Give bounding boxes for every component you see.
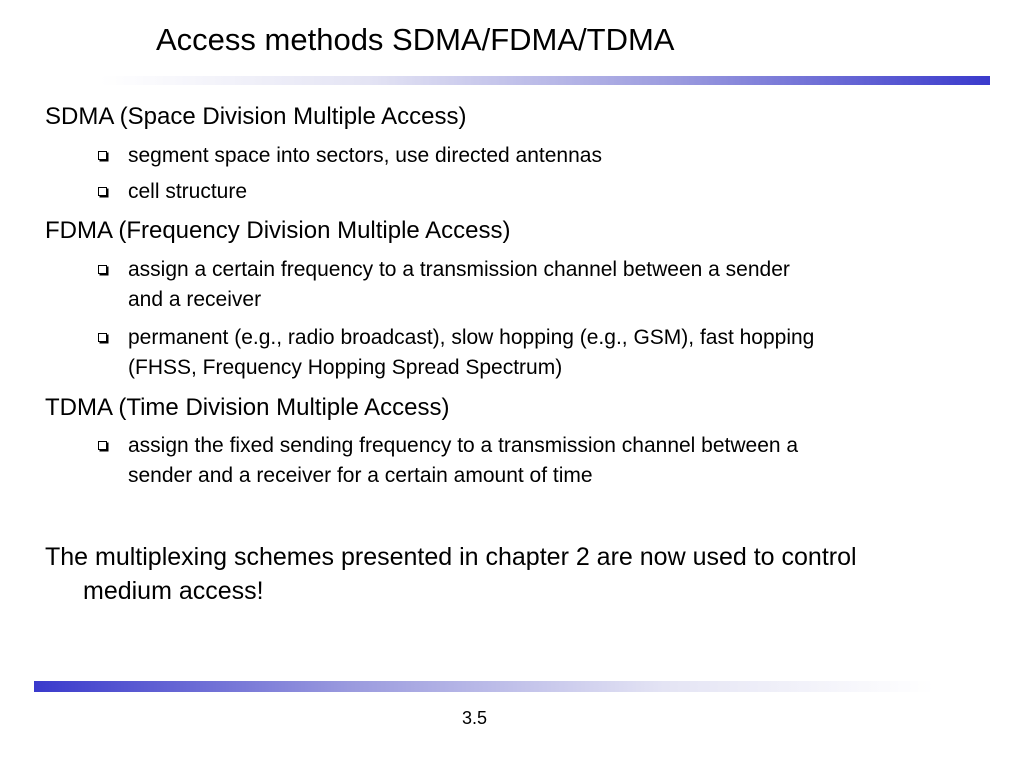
bullet-text-line-2: sender and a receiver for a certain amount of time xyxy=(128,464,593,487)
fdma-bullet-2 xyxy=(128,323,978,383)
footer-divider xyxy=(34,681,934,692)
bullet-text-line-2: (FHSS, Frequency Hopping Spread Spectrum) xyxy=(128,356,563,379)
bullet-text-line-1: assign a certain frequency to a transmission channel between a sender xyxy=(128,258,790,281)
square-bullet-icon xyxy=(98,333,107,342)
bullet-text-line-1: assign the fixed sending frequency to a transmission channel between a xyxy=(128,434,799,457)
bullet-text: cell structure xyxy=(128,180,248,203)
square-bullet-icon xyxy=(98,151,107,160)
bullet-text-line-2: and a receiver xyxy=(128,288,262,311)
fdma-bullet-1 xyxy=(128,255,978,315)
square-bullet-icon xyxy=(98,265,107,274)
conclusion-line-2: medium access! xyxy=(83,577,264,605)
conclusion-text xyxy=(45,540,985,608)
sdma-bullet-1 xyxy=(128,141,978,171)
slide-title: Access methods SDMA/FDMA/TDMA xyxy=(156,22,675,57)
tdma-heading: TDMA (Time Division Multiple Access) xyxy=(45,394,450,421)
tdma-bullet-1 xyxy=(128,431,978,491)
sdma-bullet-2 xyxy=(128,177,978,207)
bullet-text-line-1: permanent (e.g., radio broadcast), slow hopping (e.g., GSM), fast hopping xyxy=(128,326,815,349)
conclusion-line-1: The multiplexing schemes presented in chapter 2 are now used to control xyxy=(45,543,857,571)
sdma-heading: SDMA (Space Division Multiple Access) xyxy=(45,103,467,130)
square-bullet-icon xyxy=(98,187,107,196)
square-bullet-icon xyxy=(98,441,107,450)
page-number: 3.5 xyxy=(462,708,488,728)
bullet-text: segment space into sectors, use directed antennas xyxy=(128,144,602,167)
fdma-heading: FDMA (Frequency Division Multiple Access) xyxy=(45,217,511,244)
